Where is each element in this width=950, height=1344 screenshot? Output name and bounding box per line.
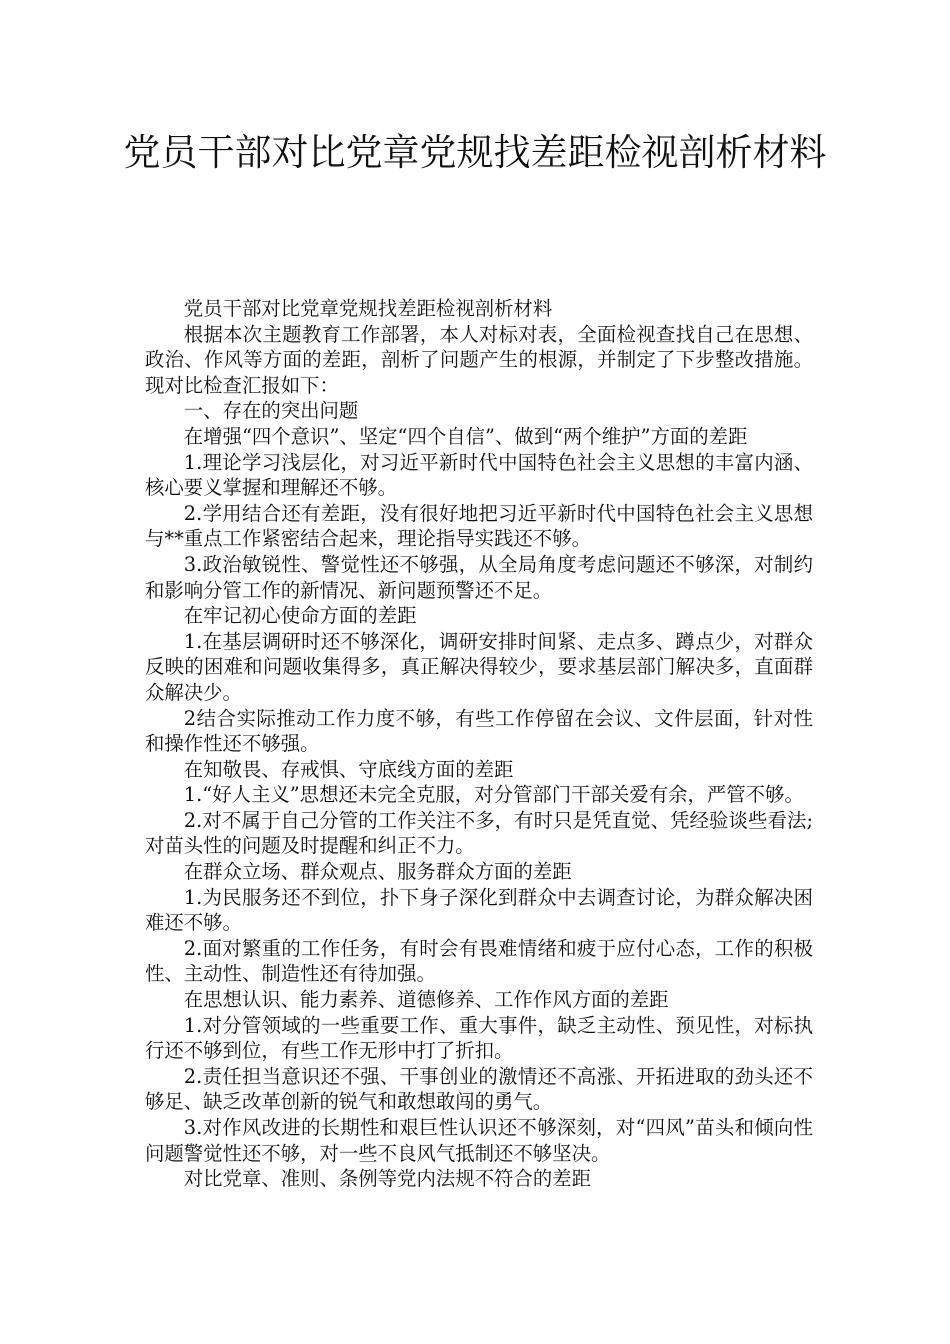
list-item: 1.理论学习浅层化，对习近平新时代中国特色社会主义思想的丰富内涵、核心要义掌握和理解还不够。 xyxy=(145,450,813,500)
subsection-heading: 在群众立场、群众观点、服务群众方面的差距 xyxy=(183,860,572,884)
subsection-heading: 在增强“四个意识”、坚定“四个自信”、做到“两个维护”方面的差距 xyxy=(183,424,748,448)
list-item: 2.对不属于自己分管的工作关注不多，有时只是凭直觉、凭经验谈些看法;对苗头性的问题及时提醒和纠正不力。 xyxy=(145,808,813,858)
list-item: 2结合实际推动工作力度不够，有些工作停留在会议、文件层面，针对性和操作性还不够强。 xyxy=(145,706,813,756)
list-item: 1.为民服务还不到位，扑下身子深化到群众中去调查讨论，为群众解决困难还不够。 xyxy=(145,885,813,935)
list-item: 1.在基层调研时还不够深化，调研安排时间紧、走点多、蹲点少，对群众反映的困难和问题收集得多，真正解决得较少，要求基层部门解决多，直面群众解决少。 xyxy=(145,629,813,704)
list-item: 1.“好人主义”思想还未完全克服，对分管部门干部关爱有余，严管不够。 xyxy=(183,783,804,807)
document-body xyxy=(145,296,813,1192)
subsection-heading: 在牢记初心使命方面的差距 xyxy=(183,604,417,628)
subsection-heading: 在知敬畏、存戒惧、守底线方面的差距 xyxy=(183,757,514,781)
paragraph-intro: 根据本次主题教育工作部署，本人对标对表，全面检视查找自己在思想、政治、作风等方面的差距，剖析了问题产生的根源，并制定了下步整改措施。现对比检查汇报如下： xyxy=(145,322,813,397)
list-item: 3.对作风改进的长期性和艰巨性认识还不够深刻，对“四风”苗头和倾向性问题警觉性还不够，对一些不良风气抵制还不够坚决。 xyxy=(145,1116,813,1165)
list-item: 2.责任担当意识还不强、干事创业的激情还不高涨、开拓进取的劲头还不够足、缺乏改革创新的锐气和敢想敢闯的勇气。 xyxy=(145,1064,813,1114)
list-item: 2.面对繁重的工作任务，有时会有畏难情绪和疲于应付心态，工作的积极性、主动性、制造性还有待加强。 xyxy=(145,936,813,986)
document-title: 党员干部对比党章党规找差距检视剖析材料 xyxy=(123,131,827,174)
paragraph-subtitle: 党员干部对比党章党规找差距检视剖析材料 xyxy=(183,297,553,320)
subsection-heading: 在思想认识、能力素养、道德修养、工作作风方面的差距 xyxy=(183,988,669,1012)
list-item: 1.对分管领域的一些重要工作、重大事件，缺乏主动性、预见性，对标执行还不够到位，有些工作无形中打了折扣。 xyxy=(145,1013,813,1063)
list-item: 3.政治敏锐性、警觉性还不够强，从全局角度考虑问题还不够深，对制约和影响分管工作的新情况、新问题预警还不足。 xyxy=(145,552,813,602)
section-heading: 一、存在的突出问题 xyxy=(183,399,359,423)
list-item: 2.学用结合还有差距，没有很好地把习近平新时代中国特色社会主义思想与**重点工作紧密结合起来，理论指导实践还不够。 xyxy=(145,501,813,551)
subsection-heading: 对比党章、准则、条例等党内法规不符合的差距 xyxy=(183,1167,591,1191)
